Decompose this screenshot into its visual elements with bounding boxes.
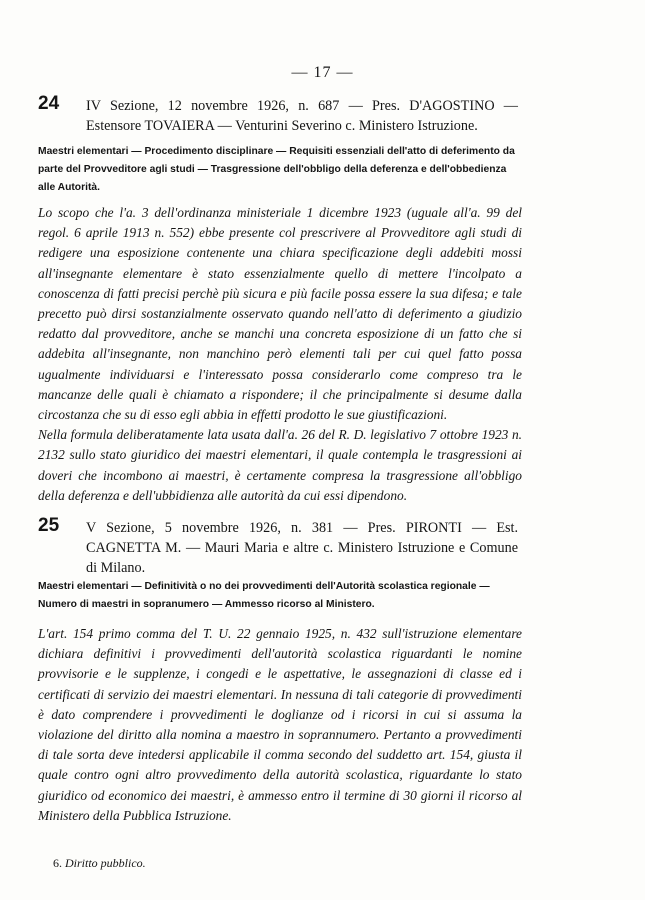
case-number: 25	[38, 515, 60, 536]
maxim-paragraph: Nella formula deliberatamente lata usata dall'a. 26 del R. D. legislativo 7 ottobre 1923 n. 2132 sullo stato giuridico dei maestri elementari, il quale contempla le trasgressioni ai doveri che incombono ai maestri, è certamente compresa la trasgressione all'obbligo della deferenza e dell'ubbidienza alle autorità da cui essi dipendono.	[38, 427, 522, 503]
case-citation: V Sezione, 5 novembre 1926, n. 381 — Pres. PIRONTI — Est. CAGNETTA M. — Mauri Maria e altre c. Ministero Istruzione e Comune di Milano.	[86, 520, 518, 576]
case-citation: IV Sezione, 12 novembre 1926, n. 687 — Pres. D'AGOSTINO — Estensore TOVAIERA — Venturini Severino c. Ministero Istruzione.	[86, 98, 518, 134]
maxim-paragraph: L'art. 154 primo comma del T. U. 22 gennaio 1925, n. 432 sull'istruzione elementare dichiara definitivi i provvedimenti dell'autorità scolastica riguardanti le nomine provvisorie e le supplenze, i congedi e le aspettative, le assegnazioni di classe ed i certificati di servizio dei maestri elementari. In nessuna di tali categorie di provvedimenti è dato comprendere i provvedimenti le doglianze od i ricorsi in cui si assuma la violazione del diritto alla nomina a maestro in soprannumero. Pertanto a provvedimenti di tale sorta deve intedersi applicabile il comma secondo del suddetto art. 154, giusta il quale contro ogni altro provvedimento della autorità scolastica, riguardante lo stato giuridico od economico dei maestri, è ammesso entro il termine di 30 giorni il ricorso al Ministero della Pubblica Istruzione.	[38, 626, 522, 823]
page-number: — 17 —	[291, 64, 354, 81]
case-subject-25: Maestri elementari — Definitività o no dei provvedimenti dell'Autorità scolastica regionale — Numero di maestri in sopranumero — Ammesso ricorso al Ministero.	[38, 581, 490, 610]
signature-mark: 6.	[53, 856, 62, 870]
case-maxim-24	[38, 203, 522, 506]
case-number: 24	[38, 93, 60, 114]
footer-title: Diritto pubblico.	[65, 856, 146, 870]
case-maxim-25	[38, 624, 522, 826]
case-subject-24: Maestri elementari — Procedimento disciplinare — Requisiti essenziali dell'atto di deferimento da parte del Provveditore agli studi — Trasgressione dell'obbligo della deferenza e dell'obbedienza alle Autorità.	[38, 146, 515, 193]
case-header-25	[38, 515, 518, 578]
maxim-paragraph: Lo scopo che l'a. 3 dell'ordinanza ministeriale 1 dicembre 1923 (uguale all'a. 99 del regol. 6 aprile 1913 n. 552) ebbe presente col prescrivere al Provveditore agli studi di redigere una esposizione contenente una chiara specificazione degli addebiti mossi all'insegnante elementare è stato essenzialmente quello di mettere l'incolpato a conoscenza di fatti precisi perchè più sicura e più facile possa essere la sua difesa; e tale precetto può dirsi sostanzialmente osservato quando nell'atto di deferimento a giudizio redatto dal provveditore, anche se manchi una concreta esposizione di un fatto che si addebita all'insegnante, non manchino però elementi tali per cui quel fatto possa ugualmente individuarsi e l'interessato possa considerarlo come compreso tra le mancanze delle quali è chiamato a rispondere; il che principalmente si desume dalla circostanza che su di esso egli abbia in effetti prodotto le sue giustificazioni.	[38, 205, 522, 423]
case-header-24	[38, 93, 518, 136]
page-footer	[53, 856, 146, 871]
